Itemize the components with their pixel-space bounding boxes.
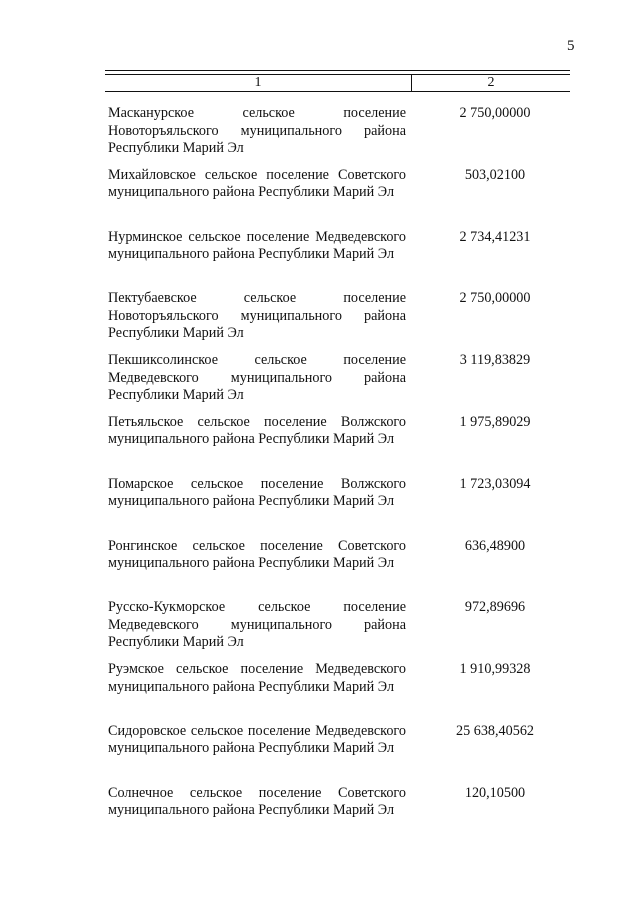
table-row bbox=[108, 599, 548, 661]
table-row bbox=[108, 105, 548, 167]
settlement-value: 2 750,00000 bbox=[459, 105, 531, 121]
table-header bbox=[105, 70, 570, 94]
table-row bbox=[108, 476, 548, 538]
settlement-name: Петьяльское сельское поселение Волжского муниципального района Республики Марий Эл bbox=[108, 413, 406, 448]
table-row bbox=[108, 785, 548, 847]
settlement-value: 1 723,03094 bbox=[459, 475, 531, 492]
settlement-value: 2 734,41231 bbox=[459, 228, 531, 245]
settlement-name: Помарское сельское поселение Волжского муниципального района Республики Марий Эл bbox=[108, 475, 406, 510]
settlement-value: 636,48900 bbox=[464, 537, 526, 554]
table-row bbox=[108, 414, 548, 476]
settlement-value: 503,02100 bbox=[464, 166, 526, 183]
settlement-value: 120,10500 bbox=[464, 784, 526, 801]
settlement-value: 1 975,89029 bbox=[459, 413, 531, 430]
table-row bbox=[108, 229, 548, 291]
settlement-value: 25 638,40562 bbox=[455, 722, 535, 739]
settlement-name: Пектубаевское сельское поселение Новоторъяльского муниципального района Республики Марий Эл bbox=[108, 290, 406, 342]
table-row bbox=[108, 661, 548, 723]
settlement-name: Солнечное сельское поселение Советского муниципального района Республики Марий Эл bbox=[108, 784, 406, 819]
table-row bbox=[108, 538, 548, 600]
settlement-name: Нурминское сельское поселение Медведевского муниципального района Республики Марий Эл bbox=[108, 228, 406, 263]
table-row bbox=[108, 167, 548, 229]
settlement-name: Руэмское сельское поселение Медведевского муниципального района Республики Марий Эл bbox=[108, 661, 406, 695]
settlement-name: Пекшиксолинское сельское поселение Медведевского муниципального района Республики Марий Эл bbox=[108, 352, 406, 404]
settlement-name: Русско-Кукморское сельское поселение Медведевского муниципального района Республики Марий Эл bbox=[108, 599, 406, 651]
settlement-name: Ронгинское сельское поселение Советского муниципального района Республики Марий Эл bbox=[108, 537, 406, 572]
table-row bbox=[108, 723, 548, 785]
page-number: 5 bbox=[567, 38, 575, 54]
settlement-value: 3 119,83829 bbox=[459, 352, 531, 369]
settlement-name: Михайловское сельское поселение Советского муниципального района Республики Марий Эл bbox=[108, 166, 406, 201]
settlement-value: 1 910,99328 bbox=[459, 661, 531, 678]
table-row bbox=[108, 290, 548, 352]
header-rule-bottom bbox=[105, 91, 570, 92]
settlement-name: Масканурское сельское поселение Новоторъяльского муниципального района Республики Марий Эл bbox=[108, 105, 406, 156]
settlement-value: 972,89696 bbox=[464, 599, 526, 616]
column-header-1: 1 bbox=[254, 75, 262, 90]
column-header-2: 2 bbox=[487, 75, 495, 90]
header-rule-top bbox=[105, 70, 570, 71]
settlement-name: Сидоровское сельское поселение Медведевского муниципального района Республики Марий Эл bbox=[108, 722, 406, 757]
table-body bbox=[108, 105, 548, 847]
settlement-value: 2 750,00000 bbox=[459, 290, 531, 307]
table-row bbox=[108, 352, 548, 414]
